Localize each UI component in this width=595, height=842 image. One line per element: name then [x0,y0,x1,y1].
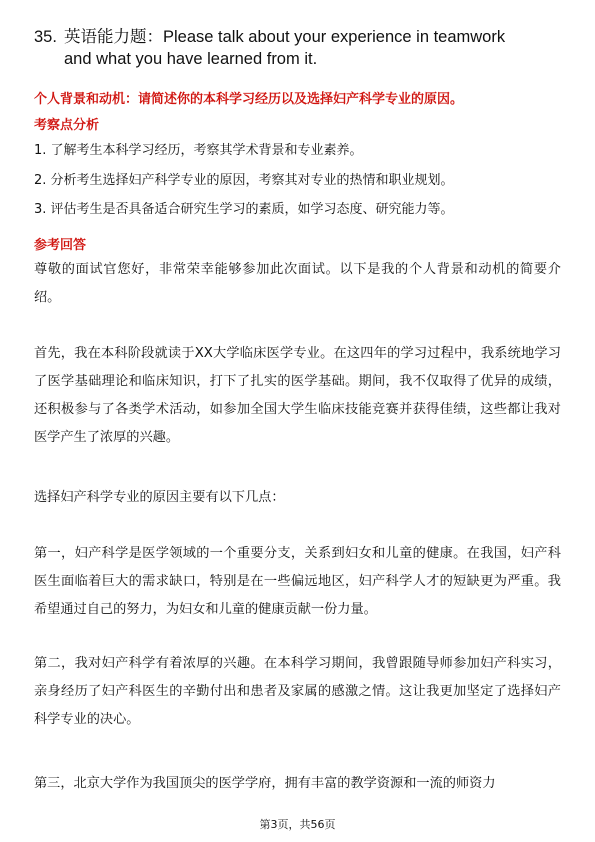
analysis-point-3: 3. 评估考生是否具备适合研究生学习的素质，如学习态度、研究能力等。 [34,202,454,217]
question-number: 35. [34,28,57,46]
answer-paragraph-4: 第一，妇产科学是医学领域的一个重要分支，关系到妇女和儿童的健康。在我国，妇产科医生面临着巨大的需求缺口，特别是在一些偏远地区，妇产科学人才的短缺更为严重。我希望通过自己的努力，为妇女和儿童的健康贡献一份力量。 [34,546,561,617]
analysis-heading: 考察点分析 [34,118,100,133]
page-footer: 第3页，共56页 [259,818,336,831]
analysis-point-1: 1. 了解考生本科学习经历，考察其学术背景和专业素养。 [34,143,363,158]
background-motivation-heading: 个人背景和动机：请简述你的本科学习经历以及选择妇产科学专业的原因。 [34,92,464,107]
answer-paragraph-1: 尊敬的面试官您好，非常荣幸能够参加此次面试。以下是我的个人背景和动机的简要介绍。 [34,262,561,305]
question-title-line2: and what you have learned from it. [64,50,318,68]
answer-heading: 参考回答 [34,238,87,253]
answer-paragraph-3: 选择妇产科学专业的原因主要有以下几点： [34,490,285,505]
question-title [34,26,554,70]
answer-paragraph-6: 第三，北京大学作为我国顶尖的医学学府，拥有丰富的教学资源和一流的师资力 [34,776,496,791]
answer-paragraph-2: 首先，我在本科阶段就读于XX大学临床医学专业。在这四年的学习过程中，我系统地学习了医学基础理论和临床知识，打下了扎实的医学基础。期间，我不仅取得了优异的成绩，还积极参与了各类学术活动，如参加全国大学生临床技能竞赛并获得佳绩，这些都让我对医学产生了浓厚的兴趣。 [34,346,561,445]
answer-paragraph-5: 第二，我对妇产科学有着浓厚的兴趣。在本科学习期间，我曾跟随导师参加妇产科实习，亲身经历了妇产科医生的辛勤付出和患者及家属的感激之情。这让我更加坚定了选择妇产科学专业的决心。 [34,656,561,727]
question-title-line1: 英语能力题：Please talk about your experience in teamwork [64,28,506,46]
analysis-point-2: 2. 分析考生选择妇产科学专业的原因，考察其对专业的热情和职业规划。 [34,173,454,188]
